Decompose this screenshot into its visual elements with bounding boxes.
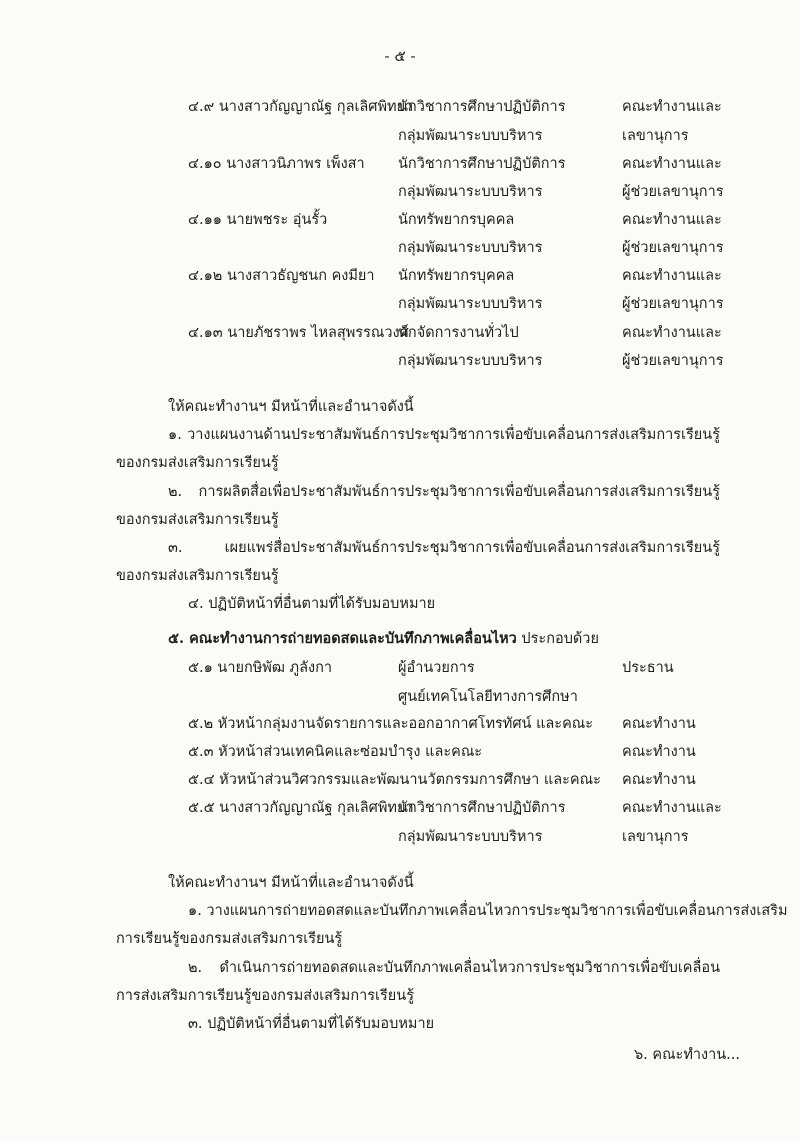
duties-intro: ให้คณะทำงานฯ มีหน้าที่และอำนาจดังนี้ [168, 875, 414, 891]
member-role: คณะทำงานและ [622, 156, 722, 172]
member-name: ๕.๕ นางสาวกัญญาณัฐ กุลเลิศพิทยา [188, 800, 414, 816]
duty-item: ๓. เผยแพร่สื่อประชาสัมพันธ์การประชุมวิชาการเพื่อขับเคลื่อนการส่งเสริมการเรียนรู้ [168, 540, 720, 556]
member-role: ผู้ช่วยเลขานุการ [622, 240, 724, 256]
member-position: นักวิชาการศึกษาปฏิบัติการ [398, 99, 566, 115]
member-position: ศูนย์เทคโนโลยีทางการศึกษา [398, 689, 578, 705]
member-position: ผู้อำนวยการ [398, 660, 475, 676]
duty-item: ๑. วางแผนงานด้านประชาสัมพันธ์การประชุมวิชาการเพื่อขับเคลื่อนการส่งเสริมการเรียนรู้ [168, 427, 720, 443]
duty-item-continued: ของกรมส่งเสริมการเรียนรู้ [116, 512, 279, 528]
member-role: คณะทำงานและ [622, 800, 722, 816]
member-position: นักทรัพยากรบุคคล [398, 268, 515, 284]
member-position: นักจัดการงานทั่วไป [398, 325, 519, 341]
member-position: กลุ่มพัฒนาระบบบริหาร [398, 353, 543, 369]
member-name: ๔.๑๓ นายภัชราพร ไหลสุพรรณวงศ์ [188, 325, 409, 341]
member-role: ผู้ช่วยเลขานุการ [622, 353, 724, 369]
member-role: เลขานุการ [622, 829, 689, 845]
member-role: คณะทำงานและ [622, 212, 722, 228]
member-position: กลุ่มพัฒนาระบบบริหาร [398, 240, 543, 256]
member-role: ผู้ช่วยเลขานุการ [622, 296, 724, 312]
duty-item-continued: การเรียนรู้ของกรมส่งเสริมการเรียนรู้ [116, 931, 343, 947]
section5-title: ๕. คณะทำงานการถ่ายทอดสดและบันทึกภาพเคลื่อนไหว [168, 630, 517, 647]
section5-title-suffix: ประกอบด้วย [521, 631, 599, 647]
member-position: กลุ่มพัฒนาระบบบริหาร [398, 296, 543, 312]
duty-item-continued: ของกรมส่งเสริมการเรียนรู้ [116, 455, 279, 471]
member-position: นักทรัพยากรบุคคล [398, 212, 515, 228]
member-role: เลขานุการ [622, 128, 689, 144]
member-position: นักวิชาการศึกษาปฏิบัติการ [398, 800, 566, 816]
duty-item-continued: การส่งเสริมการเรียนรู้ของกรมส่งเสริมการเรียนรู้ [116, 988, 415, 1004]
member-role: คณะทำงานและ [622, 325, 722, 341]
member-position: กลุ่มพัฒนาระบบบริหาร [398, 128, 543, 144]
duty-item-continued: ของกรมส่งเสริมการเรียนรู้ [116, 568, 279, 584]
member-name: ๕.๒ หัวหน้ากลุ่มงานจัดรายการและออกอากาศโทรทัศน์ และคณะ [188, 716, 594, 732]
duty-item: ๓. ปฏิบัติหน้าที่อื่นตามที่ได้รับมอบหมาย [188, 1016, 435, 1032]
member-name: ๕.๑ นายกษิพัฒ ภูลังกา [188, 660, 333, 676]
section5-heading [168, 628, 599, 650]
member-position: กลุ่มพัฒนาระบบบริหาร [398, 829, 543, 845]
member-name: ๔.๑๒ นางสาวธัญชนก คงมียา [188, 268, 375, 284]
duty-item: ๒. ดำเนินการถ่ายทอดสดและบันทึกภาพเคลื่อนไหวการประชุมวิชาการเพื่อขับเคลื่อน [188, 960, 720, 976]
continuation-marker: ๖. คณะทำงาน... [633, 1047, 740, 1063]
member-role: คณะทำงาน [622, 772, 696, 788]
duty-item: ๒. การผลิตสื่อเพื่อประชาสัมพันธ์การประชุมวิชาการเพื่อขับเคลื่อนการส่งเสริมการเรียนรู้ [168, 484, 720, 500]
member-role: คณะทำงาน [622, 744, 696, 760]
member-role: ผู้ช่วยเลขานุการ [622, 184, 724, 200]
member-role: คณะทำงาน [622, 716, 696, 732]
member-name: ๕.๓ หัวหน้าส่วนเทคนิคและซ่อมบำรุง และคณะ [188, 744, 483, 760]
duty-item: ๔. ปฏิบัติหน้าที่อื่นตามที่ได้รับมอบหมาย [188, 596, 436, 612]
member-position: กลุ่มพัฒนาระบบบริหาร [398, 184, 543, 200]
member-name: ๔.๙ นางสาวกัญญาณัฐ กุลเลิศพิทยา [188, 99, 414, 115]
member-role: คณะทำงานและ [622, 268, 722, 284]
member-name: ๔.๑๐ นางสาวนิภาพร เพ็งสา [188, 156, 365, 172]
member-position: นักวิชาการศึกษาปฏิบัติการ [398, 156, 566, 172]
duties-intro: ให้คณะทำงานฯ มีหน้าที่และอำนาจดังนี้ [168, 399, 414, 415]
member-name: ๔.๑๑ นายพชระ อุ่นรั้ว [188, 212, 328, 228]
member-name: ๕.๔ หัวหน้าส่วนวิศวกรรมและพัฒนานวัตกรรมการศึกษา และคณะ [188, 772, 601, 788]
member-role: ประธาน [622, 660, 674, 676]
page-number: - ๕ - [384, 47, 416, 65]
member-role: คณะทำงานและ [622, 99, 722, 115]
duty-item: ๑. วางแผนการถ่ายทอดสดและบันทึกภาพเคลื่อนไหวการประชุมวิชาการเพื่อขับเคลื่อนการส่งเสริม [188, 903, 788, 919]
